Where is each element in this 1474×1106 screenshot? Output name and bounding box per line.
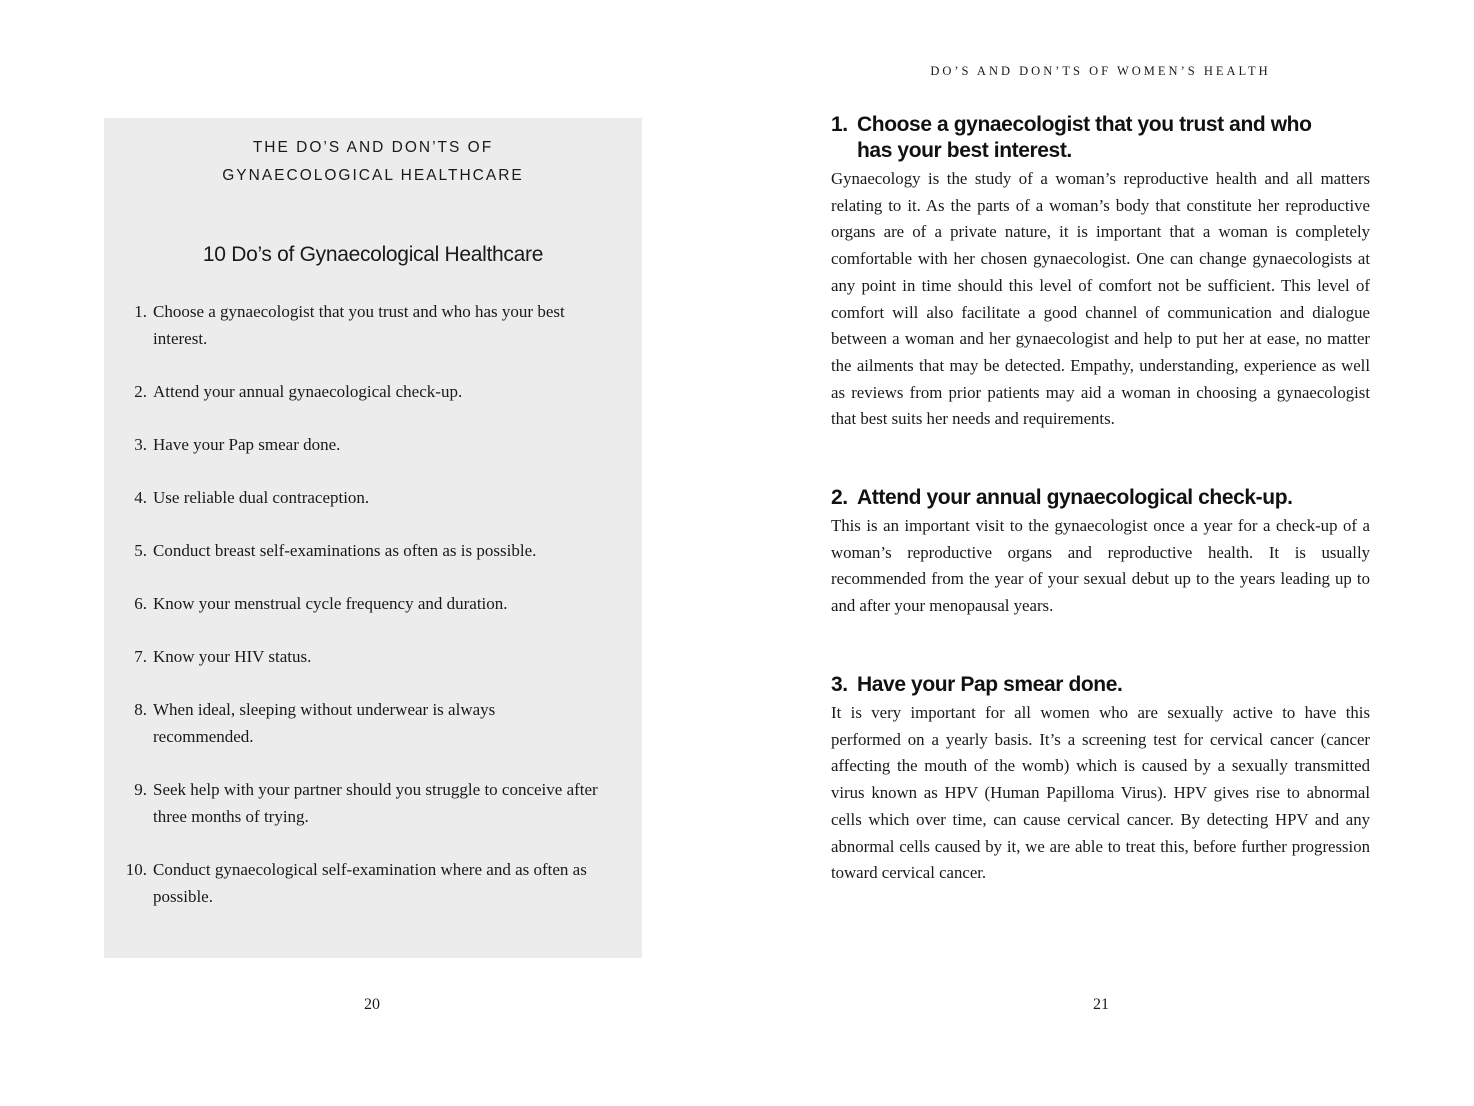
- item-text: Seek help with your partner should you struggle to conceive after three months of trying.: [153, 780, 598, 826]
- section-1: [831, 112, 1370, 433]
- section-heading-text: Attend your annual gynaecological check-up.: [857, 486, 1293, 509]
- item-text: Know your menstrual cycle frequency and duration.: [153, 594, 508, 613]
- section-heading-text: Choose a gynaecologist that you trust and who has your best interest.: [857, 113, 1312, 162]
- box-title-line: GYNAECOLOGICAL HEALTHCARE: [222, 167, 524, 184]
- item-text: Know your HIV status.: [153, 647, 312, 666]
- item-number: 10.: [125, 860, 147, 879]
- list-item: [104, 776, 642, 830]
- item-number: 1.: [134, 302, 147, 321]
- list-item: [104, 378, 642, 405]
- section-number: 2.: [831, 486, 848, 509]
- list-item: [104, 696, 642, 750]
- item-number: 6.: [134, 594, 147, 613]
- running-head: DO’S AND DON’TS OF WOMEN’S HEALTH: [930, 64, 1271, 78]
- section-heading-text: Have your Pap smear done.: [857, 673, 1123, 696]
- item-number: 9.: [134, 780, 147, 799]
- page-number-right: 21: [1093, 996, 1109, 1013]
- list-item: [104, 856, 642, 910]
- item-text: Conduct gynaecological self-examination where and as often as possible.: [153, 860, 587, 906]
- section-2: [831, 485, 1370, 620]
- box-subtitle: 10 Do’s of Gynaecological Healthcare: [202, 243, 544, 266]
- item-number: 5.: [134, 541, 147, 560]
- box-title: [104, 134, 642, 190]
- section-3: [831, 672, 1370, 887]
- list-item: [104, 431, 642, 458]
- item-text: When ideal, sleeping without underwear is always recommended.: [153, 700, 496, 746]
- item-number: 8.: [134, 700, 147, 719]
- section-body: It is very important for all women who are sexually active to have this performed on a yearly basis. It’s a screening test for cervical cancer (cancer affecting the mouth of the womb) which is caused by a sexually transmitted virus known as HPV (Human Papilloma Virus). HPV gives rise to abnormal cells which over time, can cause cervical cancer. By detecting HPV and any abnormal cells caused by it, we are able to treat this, before further progression toward cervical cancer.: [831, 703, 1370, 883]
- item-text: Have your Pap smear done.: [153, 435, 341, 454]
- list-item: [104, 484, 642, 511]
- box-title-line: THE DO’S AND DON’TS OF: [252, 139, 494, 156]
- item-number: 7.: [134, 647, 147, 666]
- list-item: [104, 298, 642, 352]
- list-item: [104, 590, 642, 617]
- item-number: 3.: [134, 435, 147, 454]
- section-body: This is an important visit to the gynaecologist once a year for a check-up of a woman’s reproductive organs and reproductive health. It is usually recommended from the year of your sexual debut up to the years leading up to and after your menopausal years.: [831, 516, 1370, 616]
- section-number: 3.: [831, 673, 848, 696]
- item-number: 2.: [134, 382, 147, 401]
- list-item: [104, 643, 642, 670]
- dos-list: [104, 298, 642, 936]
- item-text: Use reliable dual contraception.: [153, 488, 370, 507]
- section-number: 1.: [831, 113, 848, 136]
- item-text: Attend your annual gynaecological check-up.: [153, 382, 463, 401]
- section-heading: [831, 485, 1370, 511]
- section-body: Gynaecology is the study of a woman’s reproductive health and all matters relating to it. As the parts of a woman’s body that constitute her reproductive organs are of a private nature, it is important that a woman is completely comfortable with her chosen gynaecologist. One can change gynaecologists at any point in time should this level of comfort not be sufficient. This level of comfort will also facilitate a good channel of communication and dialogue between a woman and her gynaecologist and help to put her at ease, no matter the ailments that may be detected. Empathy, understanding, experience as well as reviews from prior patients may aid a woman in choosing a gynaecologist that best suits her needs and requirements.: [831, 169, 1370, 429]
- section-heading: [831, 112, 1370, 164]
- section-heading: [831, 672, 1370, 698]
- item-number: 4.: [134, 488, 147, 507]
- list-item: [104, 537, 642, 564]
- item-text: Conduct breast self-examinations as often as is possible.: [153, 541, 537, 560]
- item-text: Choose a gynaecologist that you trust and who has your best interest.: [153, 302, 565, 348]
- page-number-left: 20: [364, 996, 380, 1013]
